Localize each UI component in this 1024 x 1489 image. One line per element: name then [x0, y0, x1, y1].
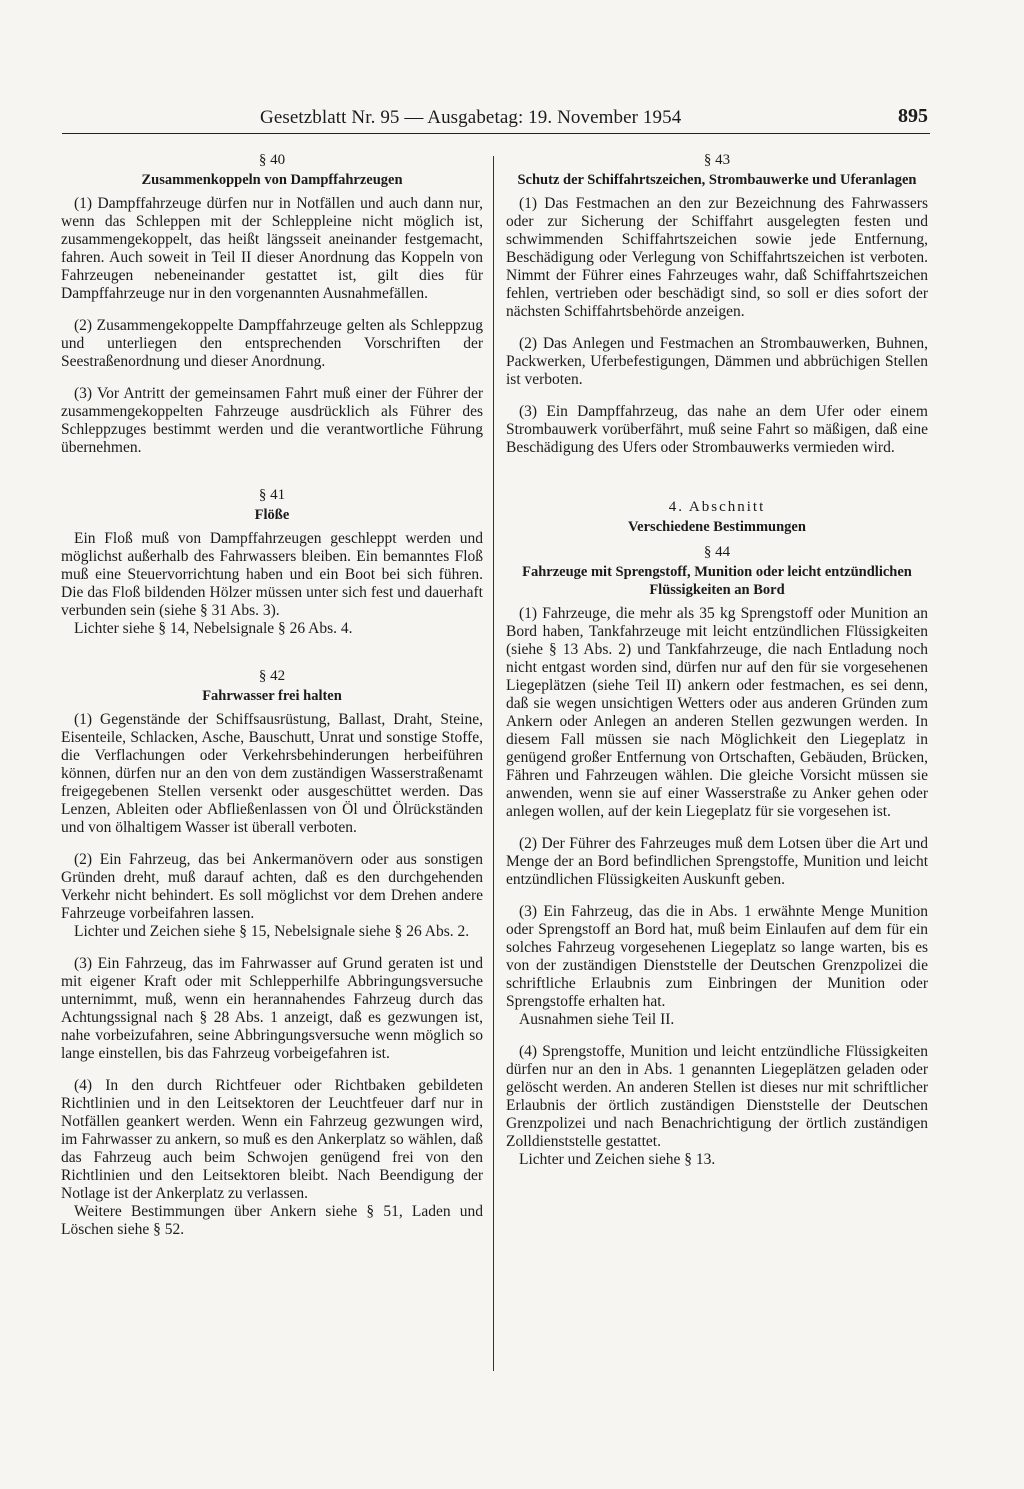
- paragraph: (2) Zusammengekoppelte Dampffahrzeuge gelten als Schleppzug und unterliegen den entsprechenden Vorschriften der Seestraßenordnung und dieser Anordnung.: [61, 317, 483, 370]
- section-title: Fahrwasser frei halten: [202, 688, 342, 704]
- paragraph: Weitere Bestimmungen über Ankern siehe § 51, Laden und Löschen siehe § 52.: [61, 1203, 483, 1238]
- section-number: § 43: [703, 152, 731, 168]
- paragraph: (1) Fahrzeuge, die mehr als 35 kg Sprengstoff oder Munition an Bord haben, Tankfahrzeuge mit leicht entzündlichen Flüssigkeiten (siehe § 13 Abs. 2) und Tankfahrzeuge, die nach Entladung noch nicht entgast worden sind, dürfen nur auf den für sie vorgesehenen Liegeplätzen (siehe Teil II) ankern oder festmachen, es sei denn, daß sie wegen unsichtigen Wetters oder aus anderen Gründen zum Ankern oder Anlegen an anderen Stellen gezwungen werden. In diesem Fall müssen sie nach Möglichkeit den Liegeplatz in genügend großer Entfernung von Ortschaften, Gebäuden, Brücken, Fähren und Fahrzeugen wählen. Die gleiche Vorsicht müssen sie anwenden, wenn sie auf einer Wasserstraße zu Anker gehen oder anlegen wollen, auf der kein Liegeplatz für sie vorgesehen ist.: [506, 605, 928, 820]
- header-title: Gesetzblatt Nr. 95 — Ausgabetag: 19. November 1954: [260, 107, 682, 128]
- paragraph: (1) Das Festmachen an den zur Bezeichnung des Fahrwassers oder zur Sicherung der Schiffahrt ausgelegten festen und schwimmenden Schiffahrtszeichen sowie jede Entfernung, Beschädigung oder Verlegung von Schiffahrtszeichen ist verboten. Nimmt der Führer eines Fahrzeuges wahr, daß Schiffahrtszeichen fehlen, vertrieben oder beschädigt sind, so soll er dies sofort der nächsten Schiffahrtsbehörde anzeigen.: [506, 195, 928, 320]
- paragraph: Ausnahmen siehe Teil II.: [519, 1011, 675, 1028]
- paragraph: (3) Ein Dampffahrzeug, das nahe an dem Ufer oder einem Strombauwerk vorüberfährt, muß seine Fahrt so mäßigen, daß eine Beschädigung des Ufers oder Strombauwerks vermieden wird.: [506, 403, 928, 456]
- section-title: Zusammenkoppeln von Dampffahrzeugen: [141, 172, 403, 188]
- right-column: [506, 150, 928, 1183]
- section-40: [61, 150, 483, 457]
- section-41: [61, 485, 483, 638]
- column-divider: [493, 156, 494, 1371]
- paragraph: (1) Gegenstände der Schiffsausrüstung, Ballast, Draht, Steine, Eisenteile, Schlacken, Asche, Bauschutt, Unrat und sonstige Stoffe, die Verflachungen oder Verkehrsbehinderungen herbeiführen können, dürfen nur an den von dem zuständigen Wasserstraßenamt freigegebenen Stellen versenkt oder ausgeschüttet werden. Das Lenzen, Ableiten oder Abfließenlassen von Öl und Ölrückständen und von ölhaltigem Wasser ist überall verboten.: [61, 711, 483, 836]
- paragraph: (4) In den durch Richtfeuer oder Richtbaken gebildeten Richtlinien und in den Leitsektoren der Leuchtfeuer darf nur in Notfällen geankert werden. Wenn ein Fahrzeug gezwungen wird, im Fahrwasser zu ankern, so muß es den Ankerplatz so wählen, daß das Fahrzeug auch beim Schwojen genügend frei von den Richtlinien und den Leitsektoren bleibt. Nach Beendigung der Notlage ist der Ankerplatz zu verlassen.: [61, 1077, 483, 1202]
- section-number: § 40: [258, 152, 286, 168]
- paragraph: Ein Floß muß von Dampffahrzeugen geschleppt werden und möglichst außerhalb des Fahrwassers bleiben. Ein bemanntes Floß muß eine Steuervorrichtung haben und ein Boot bei sich führen. Die das Floß bildenden Hölzer müssen unter sich fest und dauerhaft verbunden sein (siehe § 31 Abs. 3).: [61, 530, 483, 619]
- paragraph: Lichter und Zeichen siehe § 13.: [519, 1151, 716, 1168]
- section-number: § 42: [258, 668, 286, 684]
- section-42: [61, 666, 483, 1239]
- section-title: Flöße: [254, 507, 290, 523]
- paragraph: (2) Ein Fahrzeug, das bei Ankermanövern oder aus sonstigen Gründen dreht, muß darauf achten, daß es den durchgehenden Verkehr nicht behindert. Es soll möglichst vor dem Drehen andere Fahrzeuge vorbeifahren lassen.: [61, 851, 483, 922]
- paragraph: (2) Der Führer des Fahrzeuges muß dem Lotsen über die Art und Menge der an Bord befindlichen Sprengstoffe, Munition und leicht entzündlichen Flüssigkeiten Auskunft geben.: [506, 835, 928, 888]
- section-44: [506, 542, 928, 1169]
- paragraph: (3) Ein Fahrzeug, das die in Abs. 1 erwähnte Menge Munition oder Sprengstoff an Bord hat, muß beim Einlaufen auf dem für ein solches Fahrzeug vorgesehenen Liegeplatz so lange warten, bis es von der zuständigen Dienststelle der Deutschen Grenzpolizei die schriftliche Erlaubnis zum Einbringen der Munition oder Sprengstoffe erhalten hat.: [506, 903, 928, 1010]
- left-column: [61, 150, 483, 1253]
- paragraph: (3) Ein Fahrzeug, das im Fahrwasser auf Grund geraten ist und mit eigener Kraft oder mit Schlepperhilfe Abbringungsversuche unternimmt, muß, wenn ein herannahendes Fahrzeug durch das Achtungssignal nach § 28 Abs. 1 anzeigt, daß es gezwungen ist, nahe vorbeizufahren, seine Abbringungsversuche wenn möglich so lange einstellen, bis das Fahrzeug vorbeigefahren ist.: [61, 955, 483, 1062]
- paragraph: (4) Sprengstoffe, Munition und leicht entzündliche Flüssigkeiten dürfen nur an den in Abs. 1 genannten Liegeplätzen geladen oder gelöscht werden. An anderen Stellen ist dieses nur mit schriftlicher Erlaubnis der örtlich zuständigen Dienststelle der Deutschen Grenzpolizei und nach Benachrichtigung der örtlich zuständigen Zolldienststelle gestattet.: [506, 1043, 928, 1150]
- page-header: [62, 105, 930, 134]
- paragraph: (1) Dampffahrzeuge dürfen nur in Notfällen und auch dann nur, wenn das Schleppen mit der Schleppleine nicht möglich ist, zusammengekoppelt, das heißt längsseit aneinander festgemacht, fahren. Auch soweit in Teil II dieser Anordnung das Koppeln von Fahrzeugen nebeneinander gestattet ist, gilt dies für Dampffahrzeuge nur in den vorgenannten Ausnahmefällen.: [61, 195, 483, 302]
- section-title: Fahrzeuge mit Sprengstoff, Munition oder leicht entzündlichen Flüssigkeiten an Bord: [522, 564, 912, 598]
- section-title: Schutz der Schiffahrtszeichen, Strombauwerke und Uferanlagen: [517, 172, 917, 188]
- page-number: 895: [898, 105, 928, 127]
- section-number: § 44: [703, 544, 731, 560]
- paragraph: Lichter und Zeichen siehe § 15, Nebelsignale siehe § 26 Abs. 2.: [74, 923, 470, 940]
- paragraph: (3) Vor Antritt der gemeinsamen Fahrt muß einer der Führer der zusammengekoppelten Fahrzeuge ausdrücklich als Führer des Schleppzuges bestimmt werden und die verantwortliche Führung übernehmen.: [61, 385, 483, 456]
- paragraph: Lichter siehe § 14, Nebelsignale § 26 Abs. 4.: [74, 620, 353, 637]
- chapter-label: 4. Abschnitt: [668, 499, 766, 515]
- paragraph: (2) Das Anlegen und Festmachen an Strombauwerken, Buhnen, Packwerken, Uferbefestigungen, Dämmen und abbrüchigen Stellen ist verboten.: [506, 335, 928, 388]
- section-number: § 41: [258, 487, 286, 503]
- chapter-title: Verschiedene Bestimmungen: [628, 519, 806, 535]
- chapter-heading: [506, 497, 928, 536]
- section-43: [506, 150, 928, 457]
